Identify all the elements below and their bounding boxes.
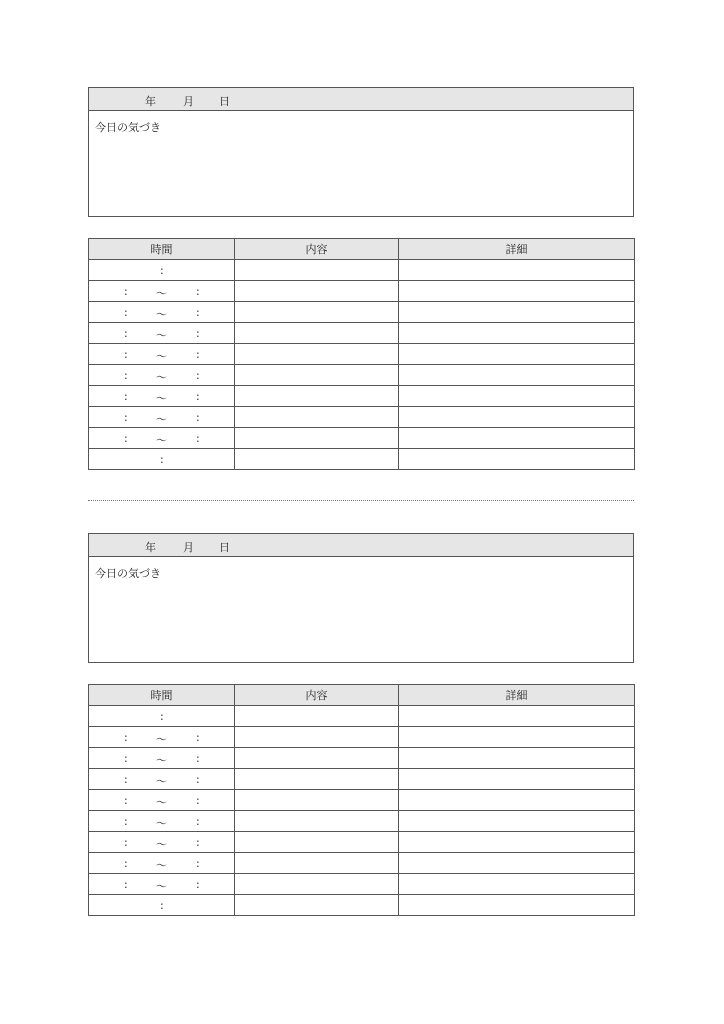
time-colon: : (160, 710, 164, 723)
end-time-colon: : (196, 857, 200, 870)
end-time-colon: : (196, 285, 200, 298)
start-time-colon: : (124, 390, 128, 403)
schedule-table (88, 684, 635, 916)
time-cell[interactable] (89, 748, 235, 769)
content-cell[interactable] (235, 260, 399, 281)
end-time-colon: : (196, 432, 200, 445)
end-time-colon: : (196, 731, 200, 744)
detail-cell[interactable] (399, 407, 635, 428)
time-cell[interactable] (89, 365, 235, 386)
start-time-colon: : (124, 306, 128, 319)
table-row (89, 895, 635, 916)
range-tilde: 〜 (156, 434, 167, 447)
journal-section-1 (88, 87, 634, 470)
range-tilde: 〜 (156, 796, 167, 809)
end-time-colon: : (196, 369, 200, 382)
table-row (89, 832, 635, 853)
start-time-colon: : (124, 857, 128, 870)
range-tilde: 〜 (156, 733, 167, 746)
end-time-colon: : (196, 836, 200, 849)
detail-header: 詳細 (399, 685, 635, 706)
content-cell[interactable] (235, 790, 399, 811)
detail-cell[interactable] (399, 260, 635, 281)
detail-cell[interactable] (399, 706, 635, 727)
content-cell[interactable] (235, 407, 399, 428)
detail-cell[interactable] (399, 811, 635, 832)
table-row (89, 302, 635, 323)
content-cell[interactable] (235, 386, 399, 407)
time-cell[interactable] (89, 407, 235, 428)
table-row (89, 281, 635, 302)
content-cell[interactable] (235, 449, 399, 470)
content-cell[interactable] (235, 706, 399, 727)
table-row (89, 260, 635, 281)
content-header: 内容 (235, 685, 399, 706)
content-cell[interactable] (235, 748, 399, 769)
end-time-colon: : (196, 815, 200, 828)
range-tilde: 〜 (156, 329, 167, 342)
table-row (89, 748, 635, 769)
content-cell[interactable] (235, 811, 399, 832)
table-row (89, 727, 635, 748)
table-row (89, 428, 635, 449)
time-cell[interactable] (89, 706, 235, 727)
schedule-body (89, 260, 635, 470)
day-label: 日 (219, 541, 230, 554)
start-time-colon: : (124, 815, 128, 828)
range-tilde: 〜 (156, 880, 167, 893)
range-tilde: 〜 (156, 287, 167, 300)
content-cell[interactable] (235, 832, 399, 853)
detail-cell[interactable] (399, 281, 635, 302)
start-time-colon: : (124, 731, 128, 744)
content-cell[interactable] (235, 895, 399, 916)
time-header: 時間 (89, 685, 235, 706)
date-row (89, 534, 633, 557)
time-cell[interactable] (89, 302, 235, 323)
start-time-colon: : (124, 878, 128, 891)
table-row (89, 811, 635, 832)
content-header: 内容 (235, 239, 399, 260)
table-row (89, 407, 635, 428)
range-tilde: 〜 (156, 413, 167, 426)
date-row (89, 88, 633, 111)
detail-cell[interactable] (399, 302, 635, 323)
table-row (89, 365, 635, 386)
start-time-colon: : (124, 285, 128, 298)
end-time-colon: : (196, 306, 200, 319)
start-time-colon: : (124, 752, 128, 765)
start-time-colon: : (124, 773, 128, 786)
time-colon: : (160, 453, 164, 466)
start-time-colon: : (124, 411, 128, 424)
time-cell[interactable] (89, 344, 235, 365)
end-time-colon: : (196, 348, 200, 361)
content-cell[interactable] (235, 769, 399, 790)
time-cell[interactable] (89, 727, 235, 748)
range-tilde: 〜 (156, 308, 167, 321)
range-tilde: 〜 (156, 859, 167, 872)
end-time-colon: : (196, 773, 200, 786)
content-cell[interactable] (235, 365, 399, 386)
detail-cell[interactable] (399, 874, 635, 895)
time-cell[interactable] (89, 832, 235, 853)
content-cell[interactable] (235, 281, 399, 302)
table-row (89, 853, 635, 874)
range-tilde: 〜 (156, 350, 167, 363)
table-row (89, 769, 635, 790)
detail-cell[interactable] (399, 365, 635, 386)
notes-box (88, 533, 634, 663)
time-cell[interactable] (89, 323, 235, 344)
content-cell[interactable] (235, 727, 399, 748)
time-cell[interactable] (89, 428, 235, 449)
detail-cell[interactable] (399, 344, 635, 365)
table-row (89, 706, 635, 727)
range-tilde: 〜 (156, 754, 167, 767)
journal-section-2 (88, 533, 634, 916)
detail-cell[interactable] (399, 790, 635, 811)
end-time-colon: : (196, 878, 200, 891)
table-header-row (89, 685, 635, 706)
month-label: 月 (183, 541, 194, 554)
time-cell[interactable] (89, 811, 235, 832)
notes-area[interactable] (89, 557, 633, 589)
table-header-row (89, 239, 635, 260)
start-time-colon: : (124, 794, 128, 807)
detail-cell[interactable] (399, 853, 635, 874)
content-cell[interactable] (235, 302, 399, 323)
content-cell[interactable] (235, 853, 399, 874)
schedule-body (89, 706, 635, 916)
time-header: 時間 (89, 239, 235, 260)
range-tilde: 〜 (156, 392, 167, 405)
table-row (89, 386, 635, 407)
day-label: 日 (219, 95, 230, 108)
start-time-colon: : (124, 369, 128, 382)
notes-label: 今日の気づき (95, 567, 161, 580)
time-cell[interactable] (89, 853, 235, 874)
time-cell[interactable] (89, 281, 235, 302)
year-label: 年 (145, 541, 156, 554)
end-time-colon: : (196, 752, 200, 765)
time-cell[interactable] (89, 260, 235, 281)
detail-cell[interactable] (399, 449, 635, 470)
start-time-colon: : (124, 836, 128, 849)
notes-area[interactable] (89, 111, 633, 143)
range-tilde: 〜 (156, 371, 167, 384)
table-row (89, 344, 635, 365)
range-tilde: 〜 (156, 838, 167, 851)
content-cell[interactable] (235, 874, 399, 895)
time-cell[interactable] (89, 449, 235, 470)
notes-label: 今日の気づき (95, 121, 161, 134)
table-row (89, 323, 635, 344)
time-cell[interactable] (89, 769, 235, 790)
table-row (89, 449, 635, 470)
end-time-colon: : (196, 794, 200, 807)
time-cell[interactable] (89, 386, 235, 407)
detail-header: 詳細 (399, 239, 635, 260)
range-tilde: 〜 (156, 775, 167, 788)
cut-line-divider (88, 500, 634, 501)
detail-cell[interactable] (399, 386, 635, 407)
start-time-colon: : (124, 348, 128, 361)
time-cell[interactable] (89, 895, 235, 916)
end-time-colon: : (196, 411, 200, 424)
detail-cell[interactable] (399, 428, 635, 449)
table-row (89, 874, 635, 895)
content-cell[interactable] (235, 323, 399, 344)
detail-cell[interactable] (399, 895, 635, 916)
detail-cell[interactable] (399, 769, 635, 790)
schedule-table (88, 238, 635, 470)
end-time-colon: : (196, 327, 200, 340)
content-cell[interactable] (235, 344, 399, 365)
time-colon: : (160, 899, 164, 912)
time-cell[interactable] (89, 874, 235, 895)
notes-box (88, 87, 634, 217)
detail-cell[interactable] (399, 832, 635, 853)
content-cell[interactable] (235, 428, 399, 449)
year-label: 年 (145, 95, 156, 108)
start-time-colon: : (124, 432, 128, 445)
detail-cell[interactable] (399, 323, 635, 344)
range-tilde: 〜 (156, 817, 167, 830)
table-row (89, 790, 635, 811)
time-colon: : (160, 264, 164, 277)
detail-cell[interactable] (399, 727, 635, 748)
end-time-colon: : (196, 390, 200, 403)
start-time-colon: : (124, 327, 128, 340)
time-cell[interactable] (89, 790, 235, 811)
detail-cell[interactable] (399, 748, 635, 769)
month-label: 月 (183, 95, 194, 108)
